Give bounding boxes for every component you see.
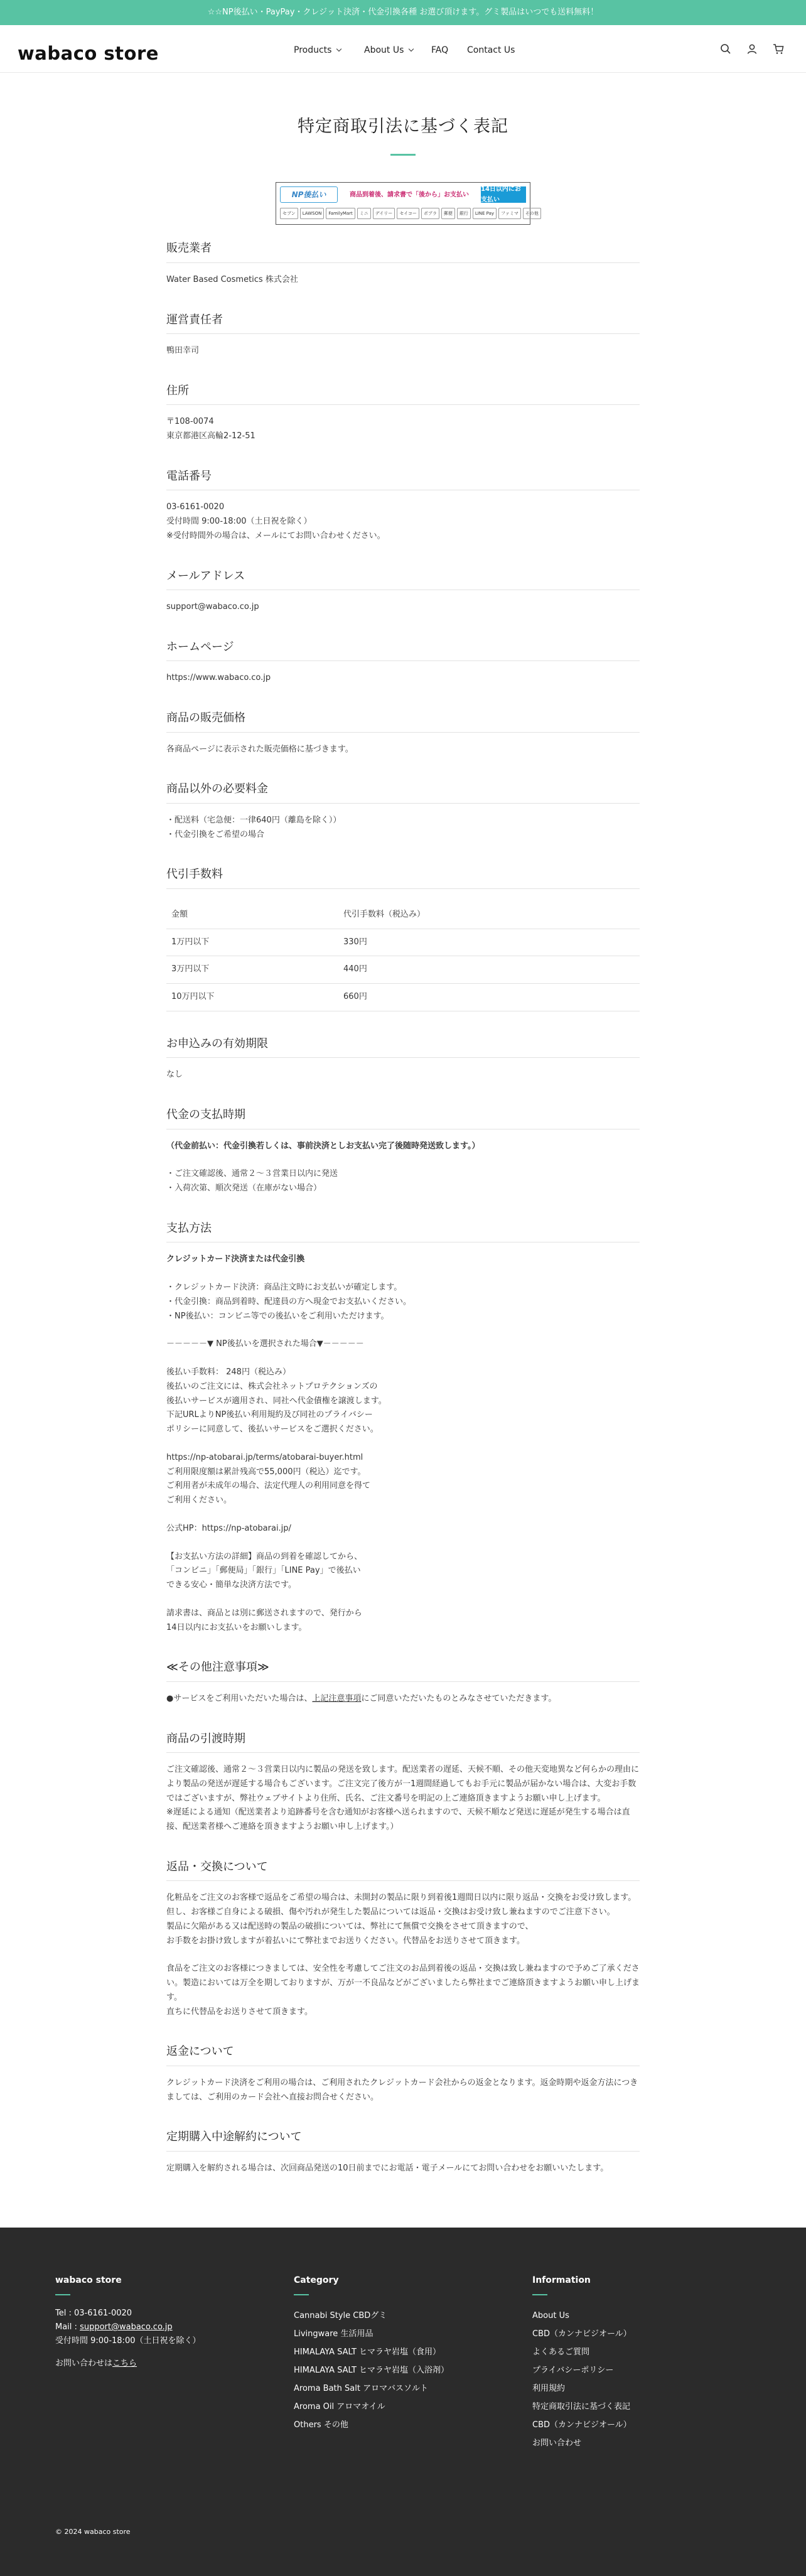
- header-icons: [719, 43, 785, 55]
- section-refund: [166, 2039, 640, 2120]
- nav-products[interactable]: [294, 43, 364, 58]
- section-text: なし: [166, 1070, 183, 1080]
- cod-fee-table: [166, 902, 640, 1011]
- store-logo-chip: セイコー: [397, 208, 419, 219]
- table-row: [166, 929, 640, 956]
- section-seller: [166, 236, 640, 302]
- section-heading: 返金について: [166, 2039, 640, 2066]
- cart-icon[interactable]: [772, 43, 785, 55]
- section-validity: [166, 1032, 640, 1097]
- section-cod-fee: [166, 862, 640, 1027]
- section-homepage: [166, 635, 640, 701]
- np-banner-text: 商品到着後、請求書で「後から」お支払い: [350, 191, 469, 198]
- table-header-cell: 代引手数料（税込み）: [338, 902, 640, 929]
- footer-info-link[interactable]: About Us: [532, 2311, 569, 2320]
- footer-heading-rule: [532, 2294, 547, 2295]
- table-cell: 1万円以下: [166, 929, 338, 956]
- section-email: [166, 564, 640, 630]
- store-logo[interactable]: wabaco store: [18, 43, 159, 64]
- site-header: [0, 25, 806, 73]
- section-text: 各商品ページに表示された販売価格に基づきます。: [166, 744, 353, 754]
- site-footer: [0, 2228, 806, 2576]
- nav-contact-us[interactable]: [467, 43, 515, 58]
- section-heading: 運営責任者: [166, 308, 640, 335]
- table-row: [166, 984, 640, 1011]
- footer-category-link[interactable]: HIMALAYA SALT ヒマラヤ岩塩（入浴剤）: [294, 2366, 449, 2375]
- store-logo-chip: ポプラ: [421, 208, 439, 219]
- section-text: Water Based Cosmetics 株式会社: [166, 274, 298, 284]
- table-cell: 660円: [338, 984, 640, 1011]
- section-text: ・配送料（宅急便：一律640円（離島を除く）） ・代金引換をご希望の場合: [166, 815, 341, 839]
- table-cell: 3万円以下: [166, 956, 338, 984]
- section-returns: [166, 1855, 640, 2035]
- footer-tel: Tel : 03-6161-0020: [55, 2309, 132, 2318]
- section-payment-timing: [166, 1102, 640, 1211]
- section-phone: [166, 464, 640, 559]
- footer-mail-link[interactable]: support@wabaco.co.jp: [80, 2322, 173, 2332]
- footer-category-link[interactable]: Livingware 生活用品: [294, 2329, 373, 2339]
- section-manager: [166, 308, 640, 374]
- store-logo-chip: デイリー: [373, 208, 395, 219]
- section-heading: ホームページ: [166, 635, 640, 662]
- footer-category-link[interactable]: Aroma Bath Salt アロマバスソルト: [294, 2384, 428, 2393]
- nav-faq-label: FAQ: [431, 45, 449, 55]
- section-text: ・クレジットカード決済：商品注文時にお支払いが確定します。 ・代金引換：商品到着時、配達員の方へ現金でお支払いください。 ・NP後払い：コンビニ等での後払いをご利用いただけます。: [166, 1283, 412, 1321]
- section-heading: お申込みの有効期限: [166, 1032, 640, 1059]
- footer-info-link[interactable]: 特定商取引法に基づく表記: [532, 2402, 631, 2412]
- footer-store-column: [55, 2273, 294, 2453]
- footer-info-link[interactable]: お問い合わせ: [532, 2439, 582, 2448]
- section-address: [166, 379, 640, 459]
- section-lead: クレジットカード決済または代金引換: [166, 1254, 305, 1264]
- section-heading: 支払方法: [166, 1216, 640, 1243]
- footer-heading: Category: [294, 2275, 339, 2285]
- section-text: 鴨田幸司: [166, 346, 200, 355]
- np-atobarai-banner: [276, 182, 539, 225]
- section-lead: （代金前払い：代金引換若しくは、事前決済としお支払い完了後随時発送致します。）: [166, 1141, 480, 1151]
- title-divider: [390, 154, 416, 156]
- footer-mail-label: Mail :: [55, 2322, 80, 2332]
- footer-hours: 受付時間 9:00-18:00（土日祝を除く）: [55, 2336, 201, 2346]
- table-cell: 10万円以下: [166, 984, 338, 1011]
- table-header-cell: 金額: [166, 902, 338, 929]
- section-heading: 商品の販売価格: [166, 706, 640, 733]
- nav-products-label: Products: [294, 45, 332, 55]
- footer-heading: Information: [532, 2275, 591, 2285]
- section-heading: メールアドレス: [166, 564, 640, 591]
- np-logo: NP後払い: [280, 186, 338, 203]
- footer-contact-line: [55, 2357, 294, 2371]
- section-heading: 商品の引渡時期: [166, 1727, 640, 1754]
- section-heading: 住所: [166, 379, 640, 406]
- section-text: 化粧品をご注文のお客様で返品をご希望の場合は、未開封の製品に限り到着後1週間日以内に限り返品・交換をお受け致します。 但し、お客様ご自身による破損、傷や汚れが発生した製品については返品・交換はお受け致し兼ねますのでご注意下さい。 製品に欠陥がある又は配送時の製品の破損については、弊社にて無償で交換をさせて頂きますので、 お手数をお掛け致しますが着払いにて弊社までお送りください。代替品をお送りさせて頂きます。: [166, 1893, 637, 1946]
- section-text: 【お支払い方法の詳細】商品の到着を確認してから、 「コンビニ」「郵便局」「銀行」「LINE Pay」で後払い できる安心・簡単な決済方法です。: [166, 1551, 363, 1590]
- section-text: https://np-atobarai.jp/terms/atobarai-buyer.html ご利用限度額は累計残高で55,000円（税込）迄です。 ご利用者が未成年の場合、法定代理人の利用同意を得て ご利用ください。: [166, 1452, 371, 1505]
- main-nav: [294, 43, 515, 58]
- section-heading: 代引手数料: [166, 862, 640, 889]
- footer-info-link[interactable]: CBD（カンナビジオール）: [532, 2329, 631, 2339]
- section-subscription: [166, 2125, 640, 2191]
- legal-notice-content: [166, 73, 640, 2191]
- footer-copyright: © 2024 wabaco store: [55, 2528, 131, 2536]
- account-icon[interactable]: [746, 43, 758, 55]
- section-heading: ≪その他注意事項≫: [166, 1655, 640, 1682]
- page-title: 特定商取引法に基づく表記: [298, 117, 508, 136]
- footer-category-column: [294, 2273, 532, 2453]
- banner-store-logos: [280, 207, 539, 220]
- footer-contact-link[interactable]: こちら: [112, 2359, 137, 2368]
- section-text: ・ご注文確認後、通常２〜３営業日以内に発送 ・入荷次第、順次発送（在庫がない場合）: [166, 1169, 338, 1193]
- section-delivery: [166, 1727, 640, 1850]
- section-text: 〒108-0074 東京都港区高輪2-12-51: [166, 417, 255, 441]
- store-logo-chip: ミニ: [357, 208, 371, 219]
- footer-contact-text: お問い合わせは: [55, 2359, 113, 2368]
- search-icon[interactable]: [719, 43, 732, 55]
- footer-mail-line: [55, 2320, 294, 2334]
- footer-category-link[interactable]: Aroma Oil アロマオイル: [294, 2402, 385, 2412]
- section-text: 請求書は、商品とは別に郵送されますので、発行から 14日以内にお支払いをお願いします。: [166, 1608, 362, 1632]
- nav-about-us-label: About Us: [364, 45, 404, 55]
- section-heading: 商品以外の必要料金: [166, 777, 640, 804]
- section-text: ご注文確認後、通常２〜３営業日以内に製品の発送を致します。配送業者の遅延、天候不順、その他天変地異など何らかの理由により製品の発送が遅延する場合もございます。ご注文完了後方が一1週間経過してもお手元に製品が届かない場合は、大変お手数ではございますが、弊社ウェブサイトより住所、氏名、ご注文番号を明記の上ご連絡頂きますようお願い申し上げます。 ※遅延による通知（配送業者より追跡番号を含む通知がお客様へ送られますので、天候不順など発送に遅延が発生する場合は直接、配送業者様へご連絡を頂きますようお願い申し上げます。）: [166, 1765, 639, 1831]
- footer-info-link[interactable]: CBD（カンナビジオール）: [532, 2420, 631, 2430]
- store-logo-chip: 銀行: [457, 208, 471, 219]
- footer-info-link[interactable]: 利用規約: [532, 2384, 566, 2393]
- table-cell: 330円: [338, 929, 640, 956]
- store-logo-chip: ファミマ: [498, 208, 521, 219]
- chevron-down-icon: [336, 46, 341, 51]
- chevron-down-icon: [409, 46, 414, 51]
- notes-text-end: にご同意いただいたものとみなさせていただきます。: [361, 1693, 557, 1703]
- nav-about-us[interactable]: [364, 43, 431, 58]
- section-text: －－－－－▼ NP後払いを選択された場合▼－－－－－: [166, 1339, 364, 1349]
- store-logo-chip: LAWSON: [300, 208, 325, 219]
- section-text: 公式HP：https://np-atobarai.jp/: [166, 1523, 291, 1533]
- np-days-badge: 14日以内にお支払い: [481, 186, 526, 203]
- section-heading: 販売業者: [166, 236, 640, 263]
- store-logo-chip: LINE Pay: [473, 208, 497, 219]
- section-other-fees: [166, 777, 640, 857]
- footer-category-link[interactable]: Cannabi Style CBDグミ: [294, 2311, 387, 2320]
- section-text: 食品をご注文のお客様につきましては、安全性を考慮してご注文のお品到着後の返品・交換は致し兼ねますので予めご了承ください。製造においては万全を期しておりますが、万が一不良品などがございましたら弊社までご連絡頂きますようお願い申し上げます。 直ちに代替品をお送りさせて頂きます。: [166, 1964, 640, 2017]
- section-text: 定期購入を解約される場合は、次回商品発送の10日前までにお電話・電子メールにてお問い合わせをお願いいたします。: [166, 2163, 609, 2173]
- footer-heading-rule: [55, 2294, 70, 2295]
- footer-category-link[interactable]: HIMALAYA SALT ヒマラヤ岩塩（食用）: [294, 2347, 441, 2357]
- table-cell: 440円: [338, 956, 640, 984]
- section-notes: [166, 1655, 640, 1721]
- section-text: 後払い手数料： 248円（税込み） 後払いのご注文には、株式会社ネットプロテクションズの 後払いサービスが適用され、同社へ代金債権を譲渡します。 下記URLよりNP後払い利用規約及び同社のプライバシー ポリシーに同意して、後払いサービスをご選択ください。: [166, 1367, 387, 1434]
- section-text: support@wabaco.co.jp: [166, 602, 259, 612]
- section-heading: 電話番号: [166, 464, 640, 491]
- store-logo-chip: 郵便: [441, 208, 455, 219]
- section-payment-method: [166, 1216, 640, 1651]
- section-price: [166, 706, 640, 772]
- nav-contact-us-label: Contact Us: [467, 45, 515, 55]
- store-logo-chip: その他: [523, 208, 541, 219]
- footer-heading: wabaco store: [55, 2275, 122, 2285]
- footer-info-link[interactable]: よくあるご質問: [532, 2347, 590, 2357]
- section-text: 03-6161-0020 受付時間 9:00-18:00（土日祝を除く） ※受付時間外の場合は、メールにてお問い合わせください。: [166, 502, 385, 541]
- banner-top-row: [280, 185, 526, 204]
- section-heading: 定期購入中途解約について: [166, 2125, 640, 2152]
- table-row: [166, 956, 640, 984]
- footer-heading-rule: [294, 2294, 309, 2295]
- store-logo-chip: セブン: [280, 208, 298, 219]
- section-heading: 代金の支払時期: [166, 1102, 640, 1129]
- section-text: クレジットカード決済をご利用の場合は、ご利用されたクレジットカード会社からの返金となります。返金時期や返金方法につきましては、ご利用のカード会社へ直接お問合せください。: [166, 2078, 638, 2102]
- footer-category-link[interactable]: Others その他: [294, 2420, 348, 2430]
- notes-text-start: ●サービスをご利用いただいた場合は、: [166, 1693, 313, 1703]
- table-header-row: [166, 902, 640, 929]
- nav-faq[interactable]: [431, 43, 467, 58]
- section-heading: 返品・交換について: [166, 1855, 640, 1882]
- footer-info-link[interactable]: プライバシーポリシー: [532, 2366, 614, 2375]
- notes-underlined-text: 上記注意事項: [312, 1693, 362, 1703]
- announcement-bar: ☆☆NP後払い・PayPay・クレジット決済・代金引換各種 お選び頂けます。グミ製品はいつでも送料無料！: [0, 0, 806, 25]
- section-text: [166, 1692, 640, 1706]
- store-logo-chip: FamilyMart: [326, 208, 355, 219]
- footer-information-column: [532, 2273, 721, 2453]
- section-text: https://www.wabaco.co.jp: [166, 673, 271, 683]
